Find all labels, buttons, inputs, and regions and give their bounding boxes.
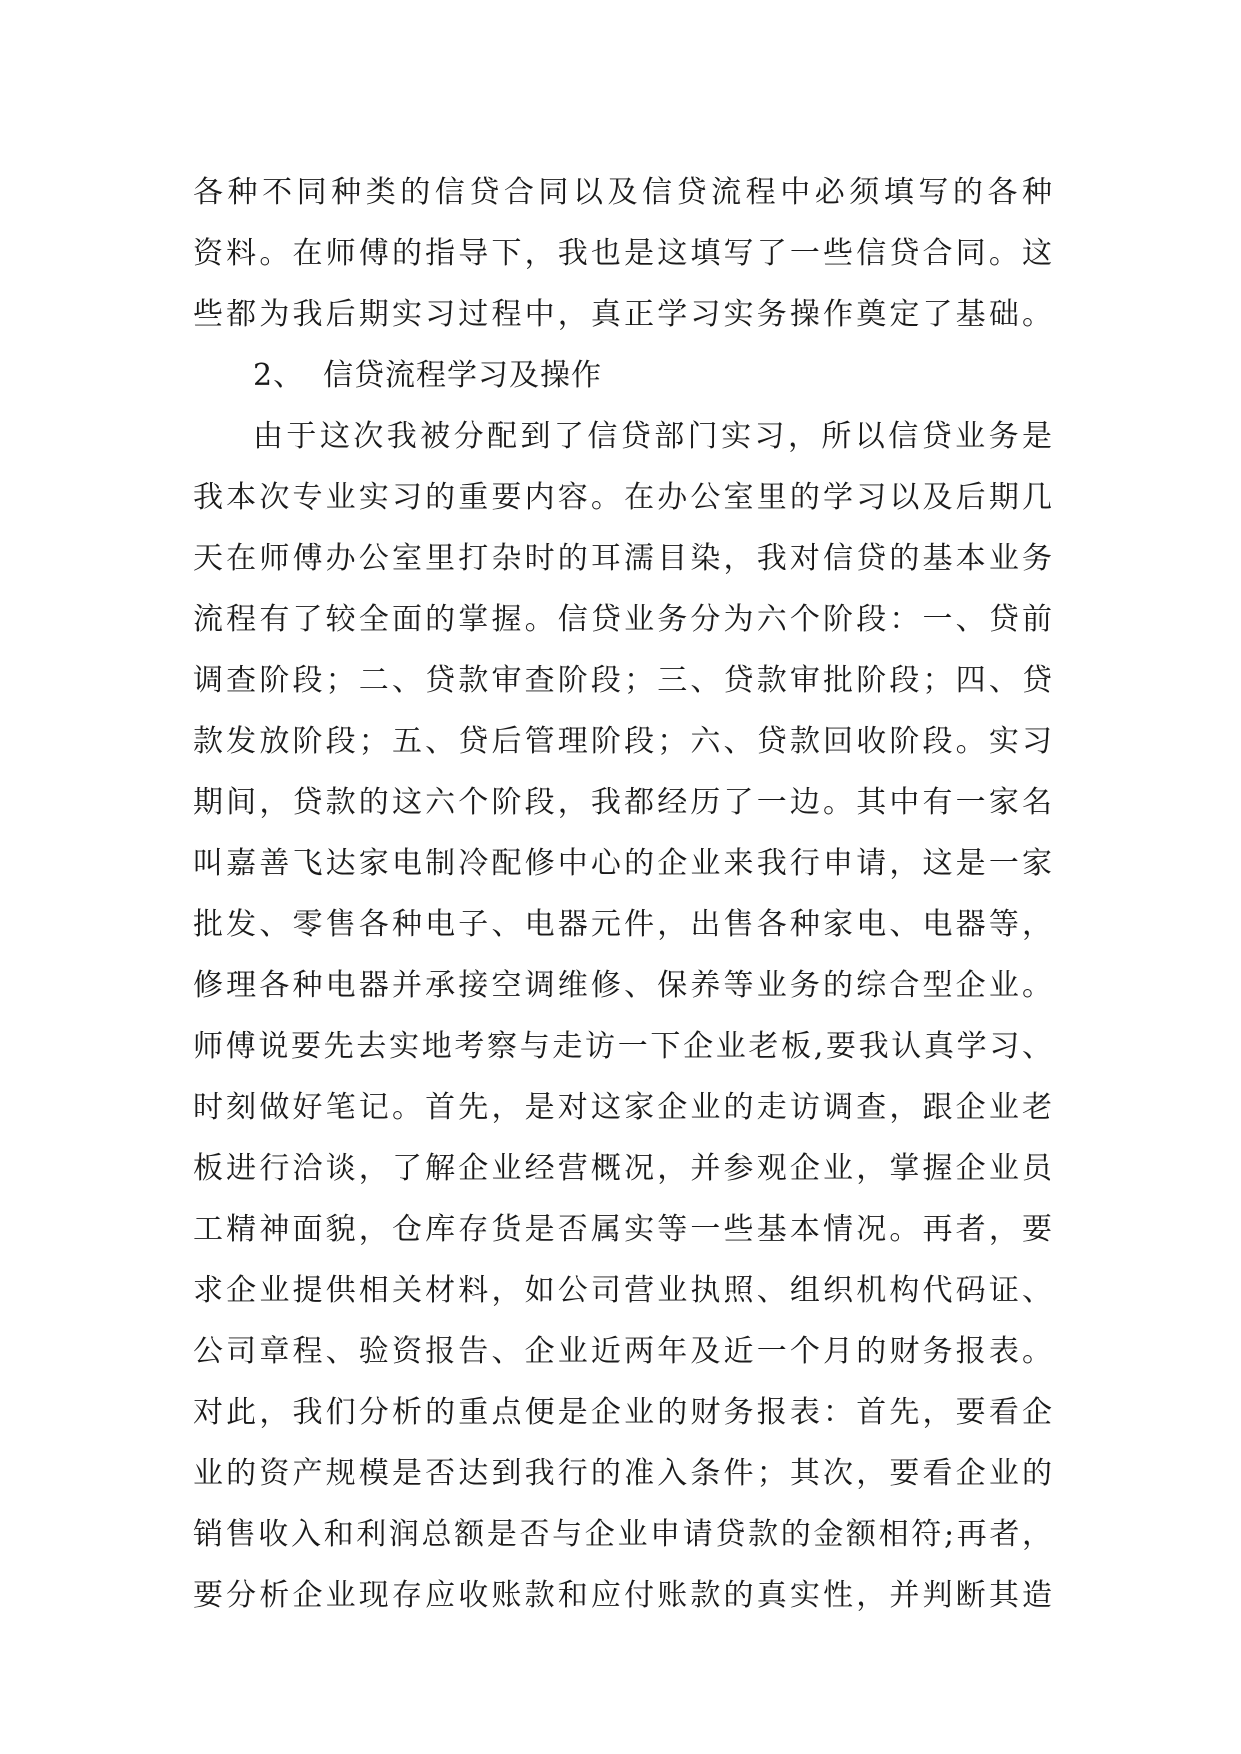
text-line: 由于这次我被分配到了信贷部门实习，所以信贷业务是 — [253, 419, 1053, 454]
section-number: 2、 — [253, 358, 305, 393]
paragraph-credit-process — [193, 406, 1053, 1626]
text-line: 对此，我们分析的重点便是企业的财务报表：首先，要看企 — [193, 1395, 1053, 1430]
text-line: 款发放阶段；五、贷后管理阶段；六、贷款回收阶段。实习 — [193, 724, 1053, 759]
section-heading — [193, 345, 1053, 406]
text-line: 板进行洽谈，了解企业经营概况，并参观企业，掌握企业员 — [193, 1151, 1053, 1186]
text-line: 业的资产规模是否达到我行的准入条件；其次，要看企业的 — [193, 1456, 1053, 1491]
text-line: 师傅说要先去实地考察与走访一下企业老板,要我认真学习、 — [193, 1029, 1053, 1064]
text-line: 工精神面貌，仓库存货是否属实等一些基本情况。再者，要 — [193, 1212, 1053, 1247]
text-line: 些都为我后期实习过程中，真正学习实务操作奠定了基础。 — [193, 297, 1053, 332]
text-line: 求企业提供相关材料，如公司营业执照、组织机构代码证、 — [193, 1273, 1053, 1308]
text-line: 资料。在师傅的指导下，我也是这填写了一些信贷合同。这 — [193, 236, 1053, 271]
text-line: 我本次专业实习的重要内容。在办公室里的学习以及后期几 — [193, 480, 1053, 515]
text-line: 流程有了较全面的掌握。信贷业务分为六个阶段：一、贷前 — [193, 602, 1053, 637]
paragraph-intro — [193, 162, 1053, 345]
text-line: 天在师傅办公室里打杂时的耳濡目染，我对信贷的基本业务 — [193, 541, 1053, 576]
text-line: 要分析企业现存应收账款和应付账款的真实性，并判断其造 — [193, 1578, 1053, 1613]
text-line: 批发、零售各种电子、电器元件，出售各种家电、电器等， — [193, 907, 1053, 942]
section-title: 信贷流程学习及操作 — [323, 358, 602, 393]
text-line: 叫嘉善飞达家电制冷配修中心的企业来我行申请，这是一家 — [193, 846, 1053, 881]
text-line: 调查阶段；二、贷款审查阶段；三、贷款审批阶段；四、贷 — [193, 663, 1053, 698]
text-line: 期间，贷款的这六个阶段，我都经历了一边。其中有一家名 — [193, 785, 1053, 820]
text-line: 公司章程、验资报告、企业近两年及近一个月的财务报表。 — [193, 1334, 1053, 1369]
text-line: 时刻做好笔记。首先，是对这家企业的走访调查，跟企业老 — [193, 1090, 1053, 1125]
text-line: 修理各种电器并承接空调维修、保养等业务的综合型企业。 — [193, 968, 1053, 1003]
text-line: 销售收入和利润总额是否与企业申请贷款的金额相符;再者， — [193, 1517, 1053, 1552]
document-body — [193, 162, 1053, 1626]
text-line: 各种不同种类的信贷合同以及信贷流程中必须填写的各种 — [193, 175, 1053, 210]
